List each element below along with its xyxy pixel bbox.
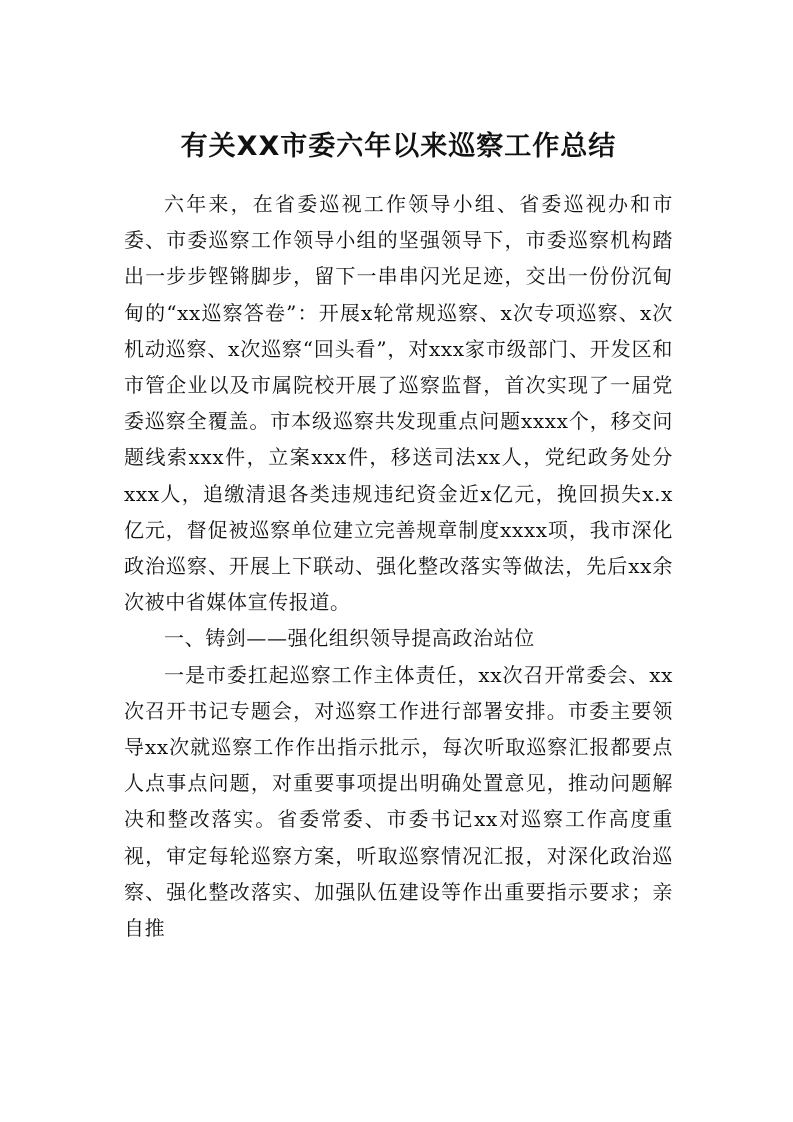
document-title: 有关XX市委六年以来巡察工作总结 [180, 131, 617, 162]
paragraph-section-1: 一是市委扛起巡察工作主体责任，xx次召开常委会、xx次召开书记专题会，对巡察工作进行部署安排。市委主要领导xx次就巡察工作作出指示批示，每次听取巡察汇报都要点人点事点问题，对重要事项提出明确处置意见，推动问题解决和整改落实。省委常委、市委书记xx对巡察工作高度重视，审定每轮巡察方案，听取巡察情况汇报，对深化政治巡察、强化整改落实、加强队伍建设等作出重要指示要求；亲自推 [124, 662, 673, 941]
section-heading-1: 一、铸剑——强化组织领导提高政治站位 [164, 626, 535, 651]
paragraph-intro: 六年来，在省委巡视工作领导小组、省委巡视办和市委、市委巡察工作领导小组的坚强领导下，市委巡察机构踏出一步步铿锵脚步，留下一串串闪光足迹，交出一份份沉甸甸的“xx巡察答卷”：开展x轮常规巡察、x次专项巡察、x次机动巡察、x次巡察“回头看”，对xxx家市级部门、开发区和市管企业以及市属院校开展了巡察监督，首次实现了一届党委巡察全覆盖。市本级巡察共发现重点问题xxxx个，移交问题线索xxx件，立案xxx件，移送司法xx人，党纪政务处分xxx人，追缴清退各类违规违纪资金近x亿元，挽回损失x.x亿元，督促被巡察单位建立完善规章制度xxxx项，我市深化政治巡察、开展上下联动、强化整改落实等做法，先后xx余次被中省媒体宣传报道。 [124, 192, 673, 615]
